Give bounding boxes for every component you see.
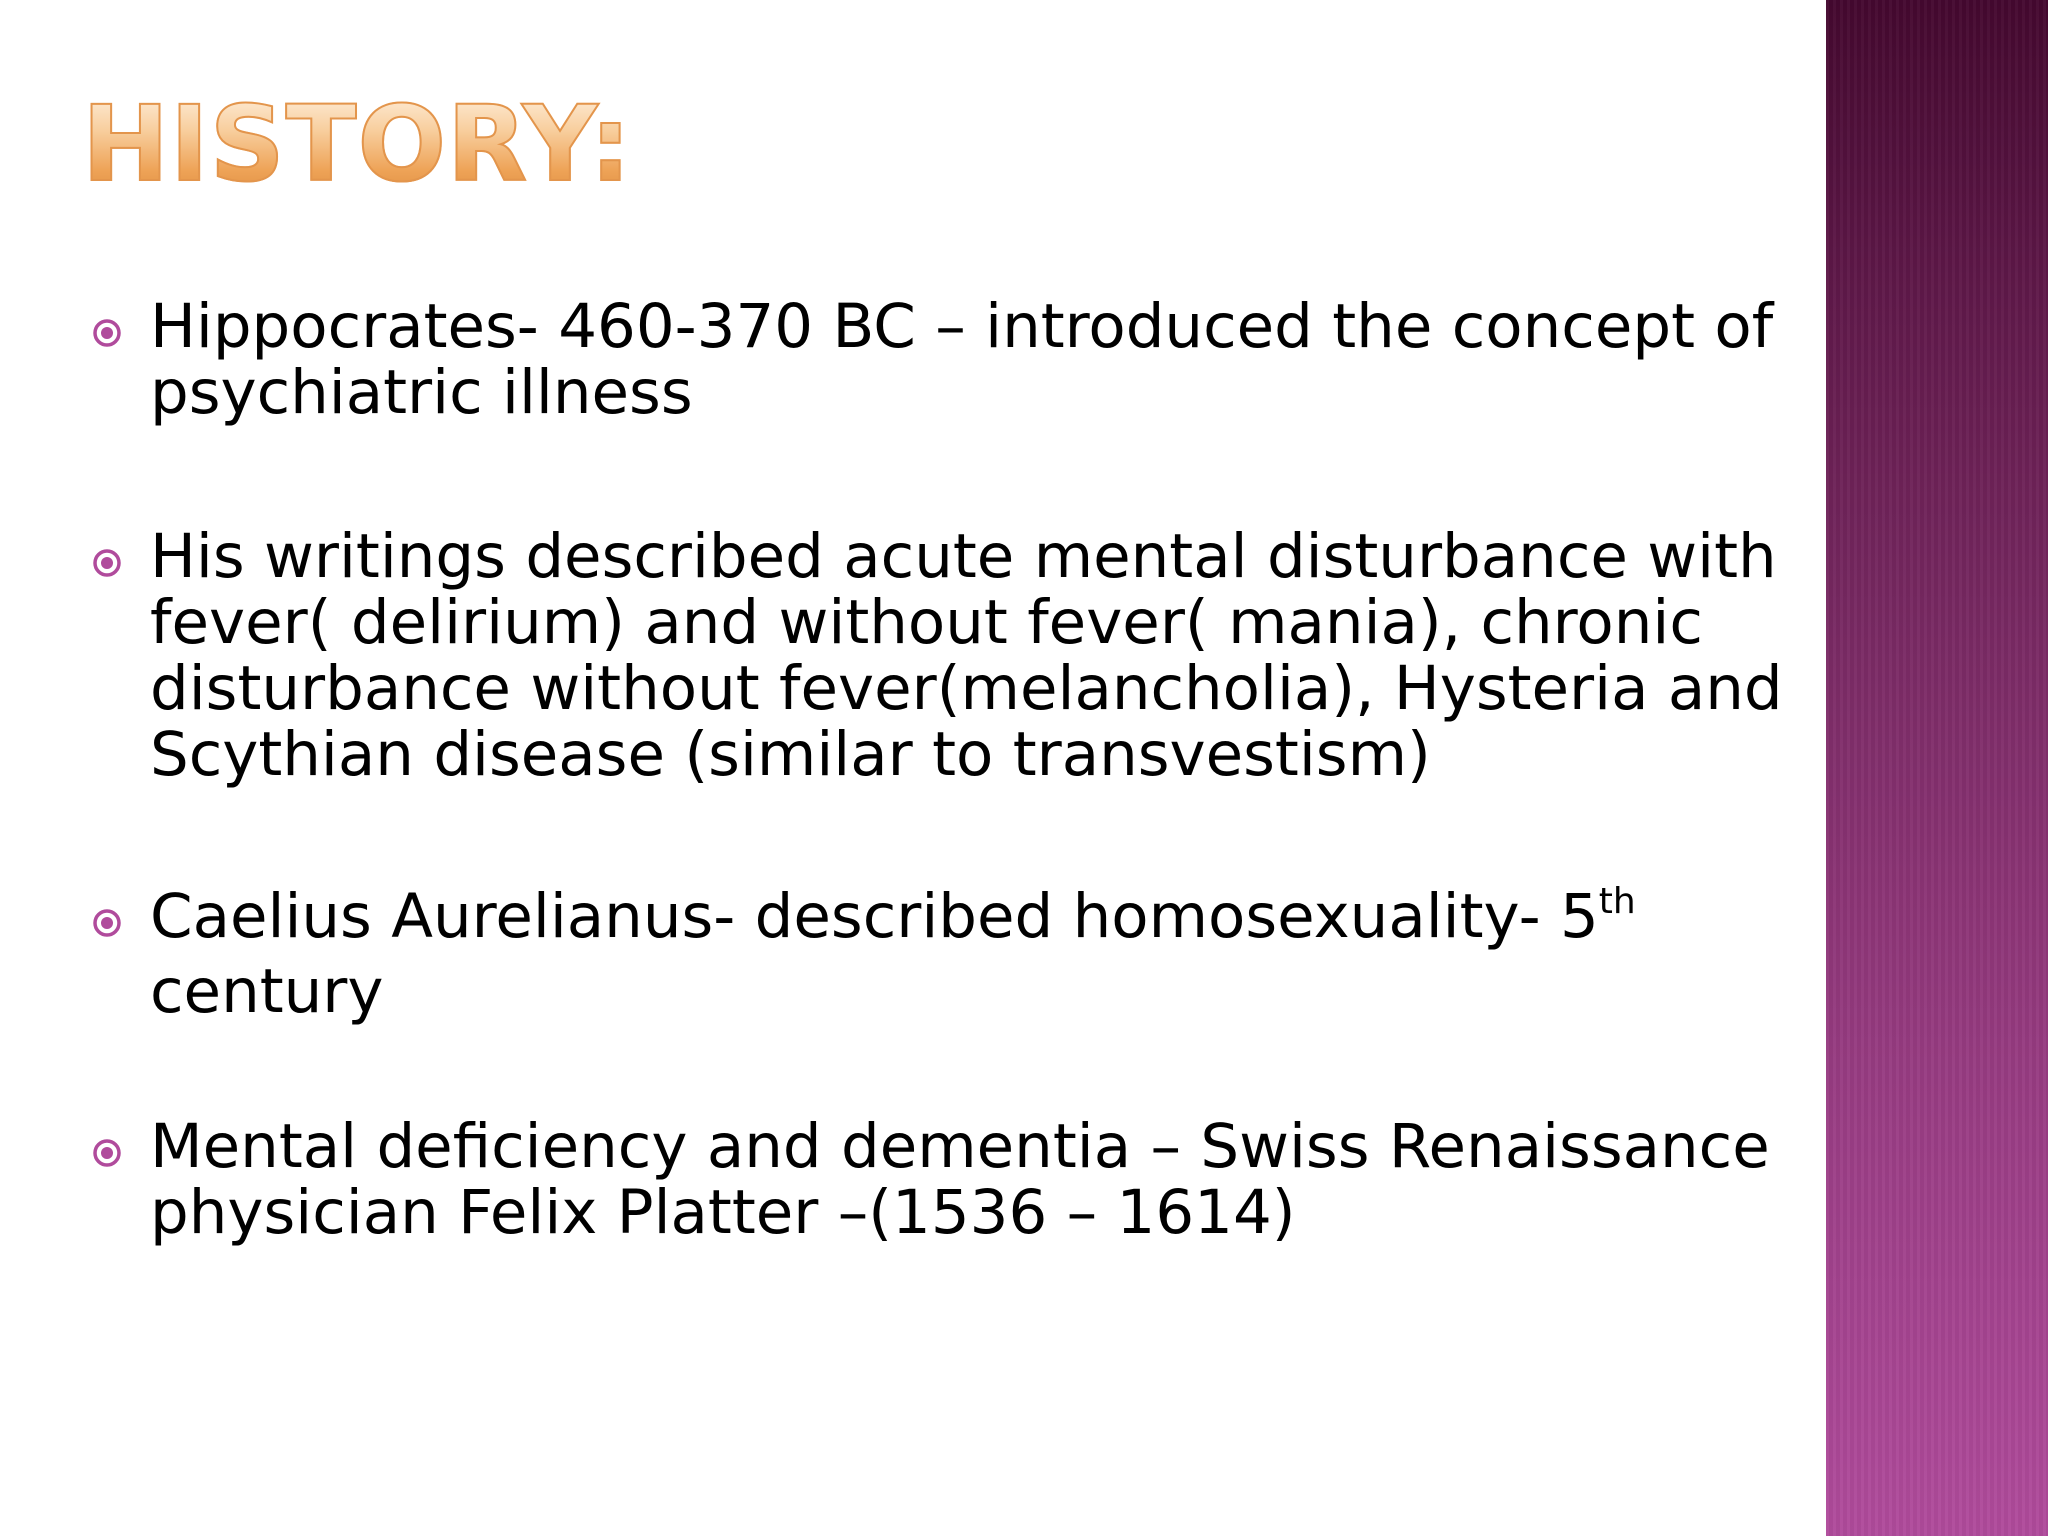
bullet-line: Scythian disease (similar to transvestism) <box>150 719 1431 790</box>
bullet-line: psychiatric illness <box>150 357 693 428</box>
bullet-text <box>150 1111 1810 1248</box>
circled-dot-icon <box>92 548 122 578</box>
bullet-line: His writings described acute mental disturbance with <box>150 521 1777 592</box>
bullet-line: fever( delirium) and without fever( mania), chronic <box>150 587 1703 658</box>
superscript: th <box>1598 881 1636 922</box>
bullet-text <box>150 881 1810 1027</box>
bullet-line: disturbance without fever(melancholia), Hysteria and <box>150 653 1783 724</box>
bullet-text <box>150 521 1810 790</box>
decorative-side-band <box>1826 0 2048 1536</box>
bullet-text <box>150 291 1810 428</box>
bullet-line <box>150 881 1810 959</box>
slide-title: HISTORY: <box>82 83 633 205</box>
circled-dot-icon <box>92 1138 122 1168</box>
circled-dot-icon <box>92 908 122 938</box>
bullet-line: Mental deficiency and dementia – Swiss Renaissance <box>150 1111 1770 1182</box>
bullet-line-text: Caelius Aurelianus- described homosexuality- 5 <box>150 881 1599 952</box>
bullet-line: physician Felix Platter –(1536 – 1614) <box>150 1177 1296 1248</box>
bullet-line: century <box>150 956 384 1027</box>
bullet-line: Hippocrates- 460-370 BC – introduced the concept of <box>150 291 1774 362</box>
circled-dot-icon <box>92 318 122 348</box>
